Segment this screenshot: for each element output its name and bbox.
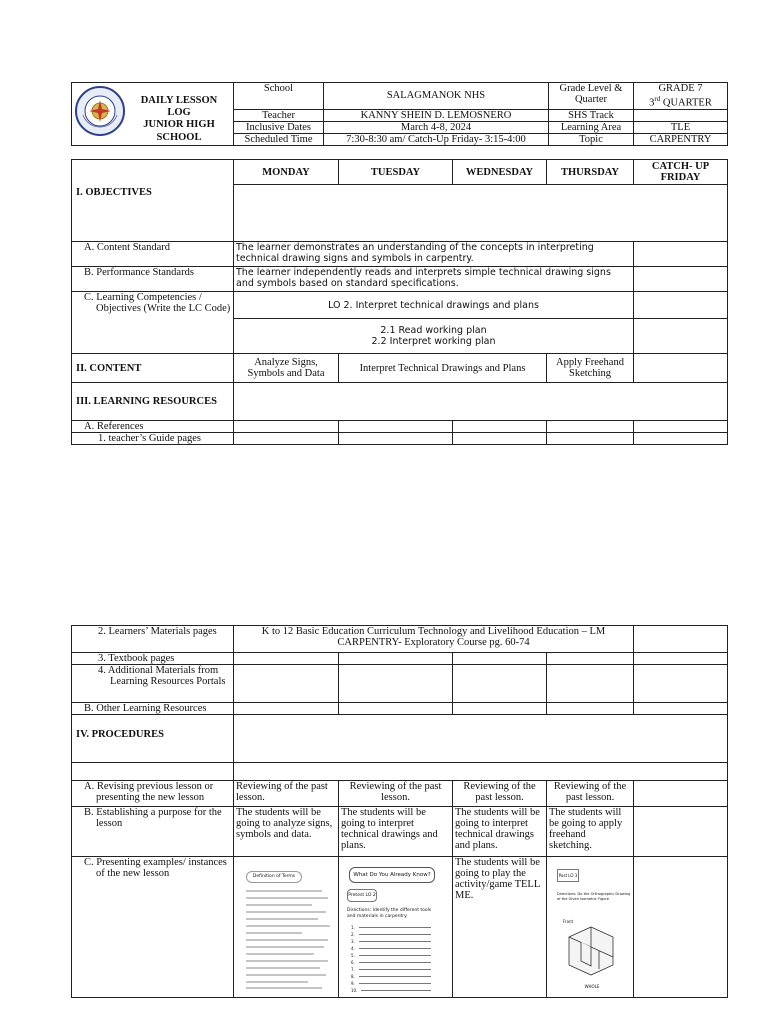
what-do-you-know-thumbnail: What Do You Already Know? Pretest LO 2 Directions: Identify the different tools and materials in carpentry. 1. 2. 3. 4. 5. 6. 7. 8. 9. 10. — [345, 867, 441, 995]
track-label: SHS Track — [549, 109, 634, 121]
sketch-caption: WHOLE — [584, 984, 600, 989]
track-value — [634, 109, 728, 121]
other-resources-label: B. Other Learning Resources — [72, 703, 234, 715]
textbook-label: 3. Textbook pages — [72, 653, 234, 665]
pretest-directions: Directions: Identify the different tools and materials in carpentry. — [347, 908, 432, 919]
title-line-1: DAILY LESSON — [140, 95, 218, 106]
school-label: School — [234, 83, 324, 110]
pretest-badge: Pretest LO 2 — [347, 889, 377, 902]
procedure-b-monday: The students will be going to analyze signs, symbols and data. — [234, 807, 339, 857]
thumbnail-title: Definition of Terms — [246, 871, 302, 883]
learner-materials-label: 2. Learners’ Materials pages — [72, 626, 234, 653]
lo-friday — [634, 292, 728, 319]
objectives-blank — [234, 185, 728, 242]
deped-seal-logo — [74, 85, 126, 137]
content-standard-label: A. Content Standard — [72, 242, 234, 267]
procedures-heading: IV. PROCEDURES — [72, 715, 234, 763]
lc-friday — [634, 319, 728, 354]
definition-text-lines — [242, 887, 334, 991]
area-label: Learning Area — [549, 121, 634, 133]
school-value: SALAGMANOK NHS — [324, 83, 549, 110]
content-standard-friday — [634, 242, 728, 267]
title-line-3: JUNIOR HIGH — [143, 119, 215, 130]
grade-value-line-2: 3rd QUARTER — [649, 95, 712, 109]
time-value: 7:30-8:30 am/ Catch-Up Friday- 3:15-4:00 — [324, 133, 549, 145]
content-heading: II. CONTENT — [72, 354, 234, 383]
learner-materials-value: K to 12 Basic Education Curriculum Technology and Livelihood Education – LM CARPENTRY- Exploratory Course pg. 60-74 — [234, 626, 634, 653]
performance-standard-friday — [634, 267, 728, 292]
area-value: TLE — [634, 121, 728, 133]
procedure-b-label: B. Establishing a purpose for the lesson — [72, 807, 234, 857]
day-wednesday: WEDNESDAY — [453, 160, 547, 185]
content-tuesday-wednesday: Interpret Technical Drawings and Plans — [339, 354, 547, 383]
header-title-cell — [72, 83, 234, 146]
thumbnail-heading: What Do You Already Know? — [349, 867, 435, 883]
sketch-directions: Directions: Do the Orthographic Drawing of the Given Isometric Figure — [557, 892, 631, 901]
freehand-sketch-thumbnail — [551, 869, 633, 991]
procedure-a-thursday: Reviewing of the past lesson. — [547, 781, 634, 807]
header-table — [71, 82, 728, 146]
procedure-c-label: C. Presenting examples/ instances of the new lesson — [72, 857, 234, 998]
day-friday: CATCH- UP FRIDAY — [634, 160, 728, 185]
procedure-b-thursday: The students will be going to apply freehand sketching. — [547, 807, 634, 857]
day-tuesday: TUESDAY — [339, 160, 453, 185]
grade-value-line-1: GRADE 7 — [658, 83, 703, 94]
references-label: A. References — [72, 421, 234, 433]
isometric-block-drawing — [551, 921, 633, 979]
day-thursday: THURSDAY — [547, 160, 634, 185]
content-standard-text: The learner demonstrates an understanding of the concepts in interpreting technical drawing signs and symbols in carpentry. — [234, 242, 634, 267]
resources-heading: III. LEARNING RESOURCES — [72, 383, 234, 421]
topic-label: Topic — [549, 133, 634, 145]
content-monday: Analyze Signs, Symbols and Data — [234, 354, 339, 383]
procedure-b-tuesday: The students will be going to interpret technical drawings and plans. — [339, 807, 453, 857]
time-label: Scheduled Time — [234, 133, 324, 145]
procedure-c-tuesday — [339, 857, 453, 998]
title-line-4: SCHOOL — [156, 132, 202, 143]
teacher-label: Teacher — [234, 109, 324, 121]
dates-label: Inclusive Dates — [234, 121, 324, 133]
procedure-c-wednesday: The students will be going to play the activity/game TELL ME. — [453, 857, 547, 998]
lo-text: LO 2. Interpret technical drawings and plans — [234, 292, 634, 319]
content-thursday: Apply Freehand Sketching — [547, 354, 634, 383]
day-monday: MONDAY — [234, 160, 339, 185]
resources-blank — [234, 383, 728, 421]
topic-value: CARPENTRY — [634, 133, 728, 145]
additional-materials-label: 4. Additional Materials from Learning Resources Portals — [72, 665, 234, 703]
procedure-a-monday: Reviewing of the past lesson. — [234, 781, 339, 807]
grade-value — [634, 83, 728, 110]
procedure-a-wednesday: Reviewing of the past lesson. — [453, 781, 547, 807]
teacher-value: KANNY SHEIN D. LEMOSNERO — [324, 109, 549, 121]
procedure-b-wednesday: The students will be going to interpret technical drawings and plans. — [453, 807, 547, 857]
competencies-label: C. Learning Competencies / Objectives (Write the LC Code) — [72, 292, 234, 354]
objectives-heading: I. OBJECTIVES — [72, 160, 234, 242]
grade-label: Grade Level & Quarter — [549, 83, 634, 110]
post-lo-badge: Post LO 3 — [557, 869, 579, 882]
procedure-a-label: A. Revising previous lesson or presenting the new lesson — [72, 781, 234, 807]
procedure-a-tuesday: Reviewing of the past lesson. — [339, 781, 453, 807]
title-line-2: LOG — [167, 107, 191, 118]
content-friday — [634, 354, 728, 383]
lc-text: 2.1 Read working plan 2.2 Interpret working plan — [234, 319, 634, 354]
dates-value: March 4-8, 2024 — [324, 121, 549, 133]
performance-standard-label: B. Performance Standards — [72, 267, 234, 292]
procedure-c-thursday — [547, 857, 634, 998]
lesson-table-part-1 — [71, 159, 728, 445]
lesson-table-part-2 — [71, 625, 728, 998]
procedure-c-monday — [234, 857, 339, 998]
performance-standard-text: The learner independently reads and interprets simple technical drawing signs and symbols based on standard specifications. — [234, 267, 634, 292]
teacher-guide-label: 1. teacher’s Guide pages — [72, 433, 234, 445]
front-label: Front — [563, 919, 574, 924]
definition-of-terms-thumbnail — [242, 871, 334, 989]
